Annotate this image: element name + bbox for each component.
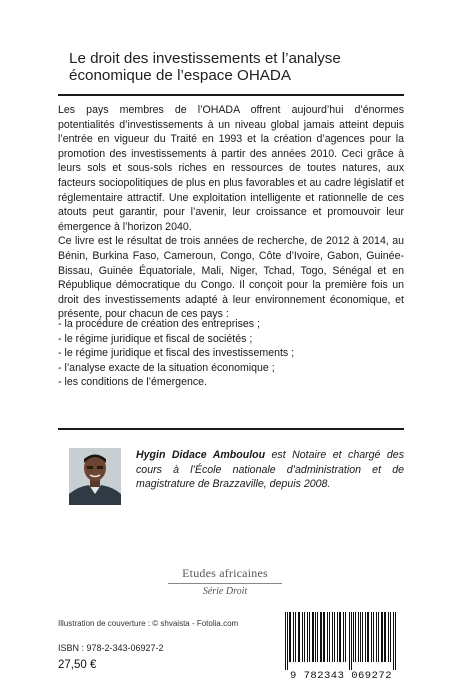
title-line-2: économique de l’espace OHADA — [69, 67, 292, 84]
barcode-bar — [332, 612, 333, 662]
list-item: - l’analyse exacte de la situation économique ; — [58, 361, 275, 374]
barcode-bar — [289, 612, 291, 662]
author-photo — [69, 448, 121, 505]
barcode-bar — [337, 612, 338, 662]
barcode-bar — [285, 612, 286, 670]
barcode-bar — [304, 612, 305, 662]
barcode-bar — [395, 612, 396, 670]
barcode-bar — [320, 612, 322, 662]
barcode-bar — [349, 612, 350, 670]
barcode-bar — [378, 612, 379, 662]
title-line-1: Le droit des investissements et l’analyse — [69, 50, 341, 67]
blurb — [58, 103, 404, 322]
list-item: - le régime juridique et fiscal des investissements ; — [58, 347, 295, 360]
book-title — [69, 50, 409, 84]
series-subtitle: Série Droit — [202, 586, 248, 597]
barcode-bar — [327, 612, 328, 662]
blurb-paragraph-1: Les pays membres de l’OHADA offrent aujourd’hui d’énormes potentialités d’investissements à un niveau global jamais atteint depuis l’entrée en vigueur du Traité en 1993 et la création d’agences pour la promotion des investissements à partir des années 2010. Ceci grâce à leurs sols et sous-sols riches en ressources de toutes natures, aux facteurs sociopolitiques de plus en plus favorables et au cadre législatif et réglementaire attractif. Une exploitation intelligente et rationnelle de ces atouts peut garantir, pour l’avenir, leur croissance et promouvoir leur émergence à l’horizon 2040. — [58, 104, 404, 233]
barcode-bar — [351, 612, 352, 670]
series-divider — [168, 583, 282, 584]
top-divider — [58, 94, 404, 96]
isbn: ISBN : 978-2-343-06927-2 — [58, 643, 164, 653]
bottom-divider — [58, 428, 404, 430]
barcode-bar — [373, 612, 374, 662]
barcode-bar — [317, 612, 318, 662]
barcode-bar — [334, 612, 335, 662]
author-name: Hygin Didace Amboulou — [136, 449, 266, 461]
barcode-bar — [287, 612, 288, 670]
series-name: Etudes africaines — [182, 566, 268, 580]
barcode-bar — [315, 612, 316, 662]
barcode-bar — [323, 612, 325, 662]
barcode-bar — [309, 612, 310, 662]
barcode-bar — [371, 612, 372, 662]
price: 27,50 € — [58, 659, 97, 671]
list-item: - le régime juridique et fiscal de sociétés ; — [58, 332, 253, 345]
barcode-digits: 9 782343 069272 — [289, 670, 392, 682]
blurb-paragraph-2: Ce livre est le résultat de trois années de recherche, de 2012 à 2014, au Bénin, Burkina Faso, Cameroun, Congo, Côte d’Ivoire, Gabon, Guinée-Bissau, Guinée Équatoriale, Mali, Niger, Tchad, Togo, Sénégal et en République démocratique du Congo. Il conçoit pour la première fois un droit des investissements adapté à leur environnement économique, et présente, pour chacun de ces pays : — [58, 235, 404, 321]
list-item: - la procédure de création des entreprises ; — [58, 318, 260, 330]
barcode-bar — [365, 612, 366, 662]
barcode-bar — [295, 612, 296, 662]
barcode-bar — [360, 612, 361, 662]
author-bio — [136, 448, 404, 492]
barcode-bar — [343, 612, 344, 662]
barcode-bar — [302, 612, 303, 662]
barcode-bar — [390, 612, 391, 662]
barcode-bar — [339, 612, 341, 662]
barcode-bar — [358, 612, 359, 662]
barcode-bar — [298, 612, 300, 662]
barcode-bar — [312, 612, 314, 662]
barcode-bar — [381, 612, 383, 662]
barcode-bar — [293, 612, 294, 662]
barcode-bar — [376, 612, 377, 662]
barcode-bar — [345, 612, 346, 662]
barcode-bar — [355, 612, 356, 662]
barcode-bar — [362, 612, 363, 662]
author-bio-text: est Notaire et chargé des cours à l’École nationale d’administration et de magistrature de Brazzaville, depuis 2008. — [136, 449, 404, 491]
barcode-bar — [353, 612, 354, 662]
series-block — [150, 566, 300, 597]
barcode-bar — [329, 612, 330, 662]
topic-list — [58, 317, 404, 390]
barcode-bar — [393, 612, 394, 670]
barcode-bar — [307, 612, 308, 662]
barcode-bar — [367, 612, 369, 662]
illustration-credit: Illustration de couverture : © shvaista - Fotolia.com — [58, 619, 239, 628]
barcode-bar — [388, 612, 389, 662]
list-item: - les conditions de l’émergence. — [58, 376, 207, 389]
barcode-bar — [384, 612, 386, 662]
